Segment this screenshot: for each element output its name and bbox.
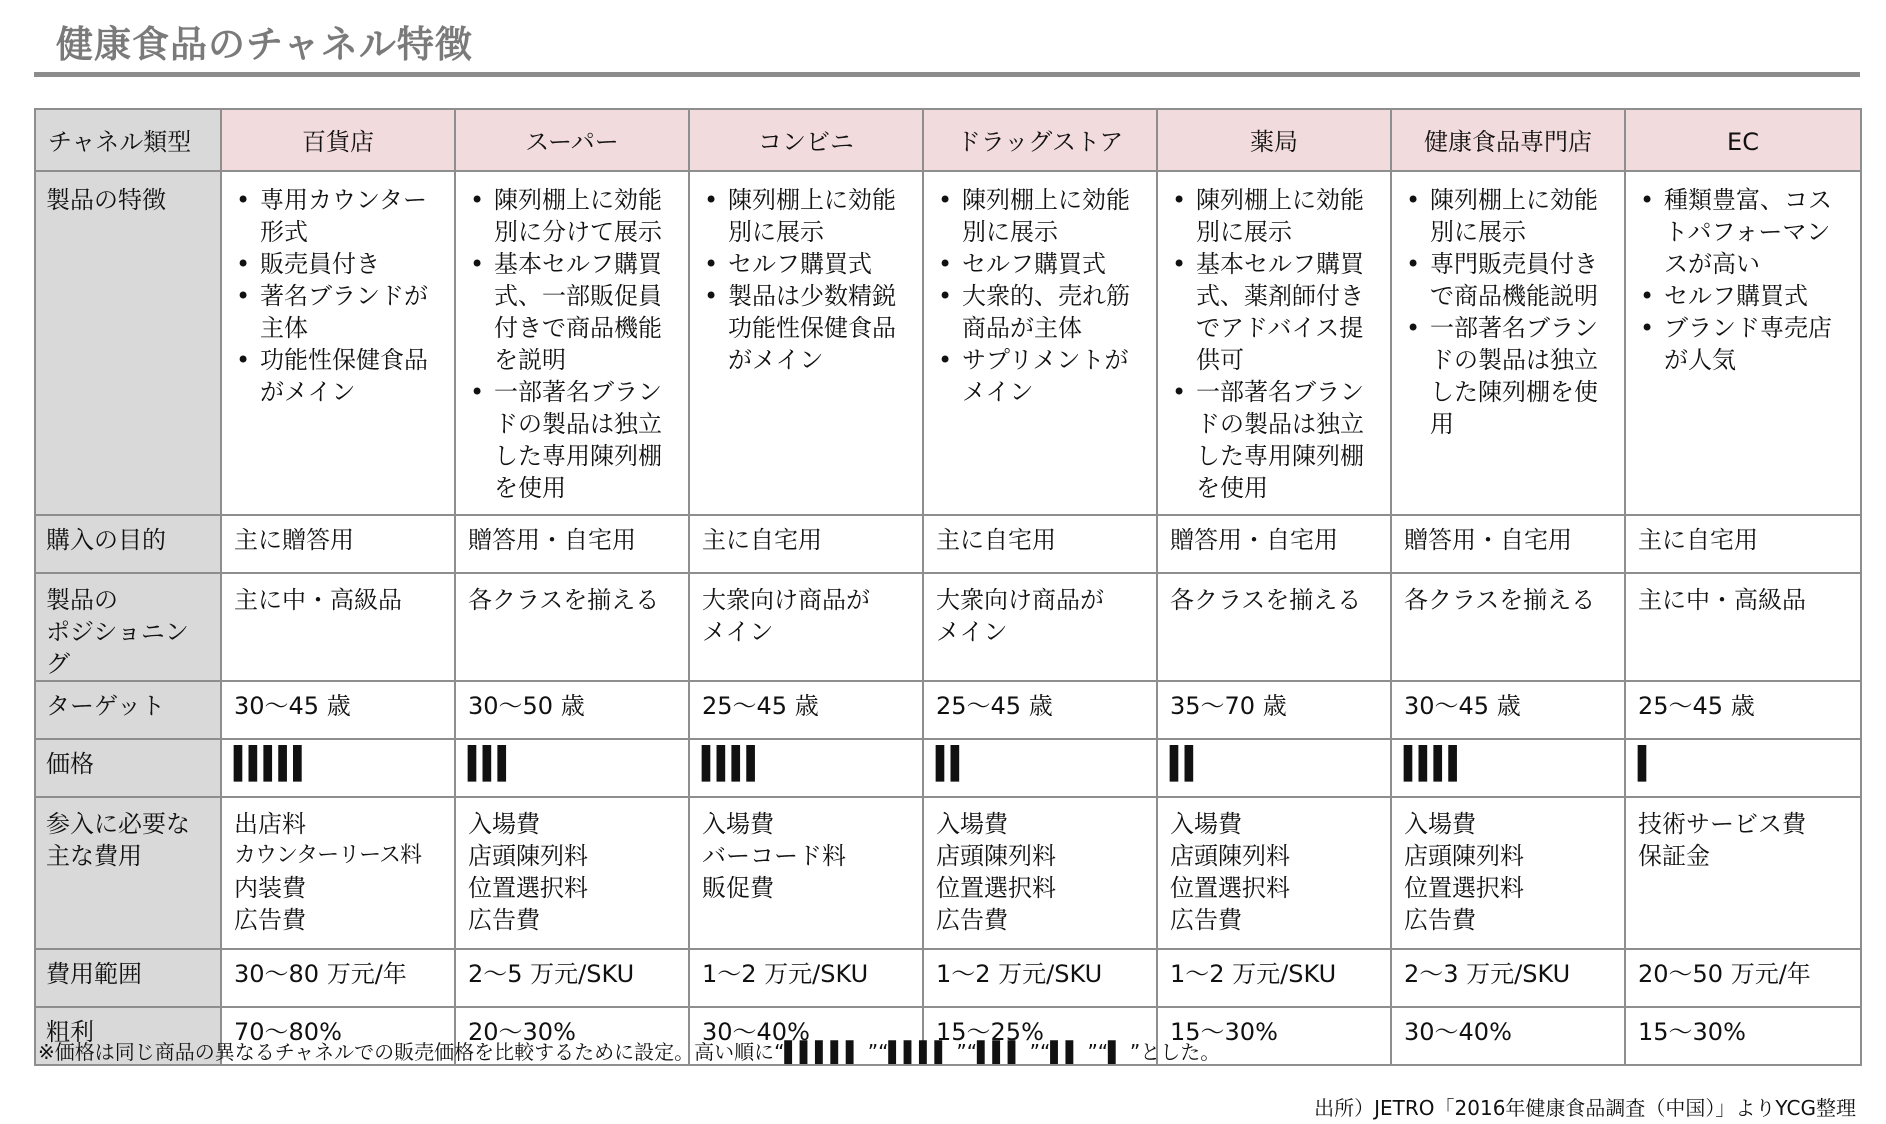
feature-item: • 種類豊富、コストパフォーマンスが高い (1664, 184, 1848, 280)
feature-item: • 功能性保健食品がメイン (260, 344, 442, 408)
channel-header: コンビニ (689, 109, 923, 171)
cost-item: 広告費 (234, 906, 306, 934)
purpose-cell: 主に自宅用 (1625, 515, 1861, 573)
target-cell: 30～50 歳 (455, 681, 689, 739)
positioning-cell: 各クラスを揃える (455, 573, 689, 681)
purpose-cell: 贈答用・自宅用 (1157, 515, 1391, 573)
cost-range-cell: 1～2 万元/SKU (1157, 949, 1391, 1007)
features-cell (1625, 171, 1861, 515)
table-row-features (35, 171, 1861, 515)
features-cell (923, 171, 1157, 515)
cost-item: 位置選択料 (1404, 874, 1524, 902)
price-level-bars: ▌▌ (1170, 745, 1200, 782)
purpose-cell: 主に自宅用 (923, 515, 1157, 573)
costs-cell (1157, 797, 1391, 949)
cost-item: カウンターリース料 (234, 843, 422, 868)
price-level-bars: ▌▌▌▌ (1404, 745, 1464, 782)
cost-item: 内装費 (234, 874, 306, 902)
positioning-cell: 各クラスを揃える (1391, 573, 1625, 681)
costs-cell (1391, 797, 1625, 949)
cost-item: 入場費 (1170, 810, 1242, 838)
positioning-cell: 各クラスを揃える (1157, 573, 1391, 681)
channel-header: 百貨店 (221, 109, 455, 171)
feature-item: • 製品は少数精鋭功能性保健食品がメイン (728, 280, 910, 376)
cost-range-cell: 1～2 万元/SKU (923, 949, 1157, 1007)
margin-cell: 15～30% (1625, 1007, 1861, 1065)
cost-item: 出店料 (234, 810, 306, 838)
page-title: 健康食品のチャネル特徴 (56, 23, 473, 66)
target-cell: 25～45 歳 (923, 681, 1157, 739)
cost-item: 位置選択料 (936, 874, 1056, 902)
feature-item: • 著名ブランドが主体 (260, 280, 442, 344)
cost-range-cell: 30～80 万元/年 (221, 949, 455, 1007)
feature-item: • 大衆的、売れ筋商品が主体 (962, 280, 1144, 344)
features-cell (1157, 171, 1391, 515)
price-cell (1391, 739, 1625, 797)
cost-item: 販促費 (702, 874, 774, 902)
margin-cell: 15～30% (1157, 1007, 1391, 1065)
purpose-cell: 主に自宅用 (689, 515, 923, 573)
target-cell: 30～45 歳 (1391, 681, 1625, 739)
feature-item: • 陳列棚上に効能別に展示 (1430, 184, 1612, 248)
table-row-price (35, 739, 1861, 797)
feature-item: • 専用カウンター形式 (260, 184, 442, 248)
price-level-bars: ▌▌▌▌ (702, 745, 762, 782)
feature-item: • ブランド専売店が人気 (1664, 312, 1848, 376)
cost-item: 入場費 (468, 810, 540, 838)
table-row-purpose (35, 515, 1861, 573)
feature-item: • 一部著名ブランドの製品は独立した陳列棚を使用 (1430, 312, 1612, 440)
margin-cell: 20～30% (455, 1007, 689, 1065)
feature-item: • 基本セルフ購買式、一部販促員付きで商品機能を説明 (494, 248, 676, 376)
table-row-target (35, 681, 1861, 739)
row-label: 製品の特徴 (35, 171, 221, 515)
features-cell (1391, 171, 1625, 515)
cost-item: 広告費 (1404, 906, 1476, 934)
cost-item: 広告費 (936, 906, 1008, 934)
price-cell (689, 739, 923, 797)
cost-item: 入場費 (1404, 810, 1476, 838)
price-cell (455, 739, 689, 797)
margin-cell: 15～25% (923, 1007, 1157, 1065)
row-label: 購入の目的 (35, 515, 221, 573)
features-cell (221, 171, 455, 515)
costs-cell (221, 797, 455, 949)
row-label: 参入に必要な 主な費用 (35, 797, 221, 949)
corner-header: チャネル類型 (35, 109, 221, 171)
channel-header: 薬局 (1157, 109, 1391, 171)
cost-item: バーコード料 (702, 842, 846, 870)
channel-header: ドラッグストア (923, 109, 1157, 171)
price-level-bars: ▌▌▌▌▌ (234, 745, 309, 782)
feature-item: • サプリメントがメイン (962, 344, 1144, 408)
feature-item: • セルフ購買式 (962, 248, 1144, 280)
feature-item: • 基本セルフ購買式、薬剤師付きでアドバイス提供可 (1196, 248, 1378, 376)
cost-range-cell: 20～50 万元/年 (1625, 949, 1861, 1007)
cost-item: 店頭陳列料 (1404, 842, 1524, 870)
row-label: ターゲット (35, 681, 221, 739)
target-cell: 25～45 歳 (689, 681, 923, 739)
channel-header: スーパー (455, 109, 689, 171)
feature-item: • 専門販売員付きで商品機能説明 (1430, 248, 1612, 312)
costs-cell (923, 797, 1157, 949)
positioning-cell: 大衆向け商品が メイン (923, 573, 1157, 681)
cost-item: 店頭陳列料 (1170, 842, 1290, 870)
positioning-cell: 主に中・高級品 (1625, 573, 1861, 681)
cost-item: 店頭陳列料 (936, 842, 1056, 870)
features-cell (455, 171, 689, 515)
positioning-cell: 大衆向け商品が メイン (689, 573, 923, 681)
price-level-bars: ▌▌ (936, 745, 966, 782)
target-cell: 35～70 歳 (1157, 681, 1391, 739)
row-label: 価格 (35, 739, 221, 797)
margin-cell: 30～40% (689, 1007, 923, 1065)
table-row-entry-costs (35, 797, 1861, 949)
cost-item: 技術サービス費 (1638, 810, 1806, 838)
feature-item: • 陳列棚上に効能別に展示 (962, 184, 1144, 248)
row-label: 費用範囲 (35, 949, 221, 1007)
cost-item: 位置選択料 (468, 874, 588, 902)
feature-item: • 陳列棚上に効能別に分けて展示 (494, 184, 676, 248)
table-row-cost-range (35, 949, 1861, 1007)
price-cell (1625, 739, 1861, 797)
cost-range-cell: 2～5 万元/SKU (455, 949, 689, 1007)
cost-item: 広告費 (468, 906, 540, 934)
purpose-cell: 贈答用・自宅用 (1391, 515, 1625, 573)
price-cell (1157, 739, 1391, 797)
cost-item: 広告費 (1170, 906, 1242, 934)
target-cell: 30～45 歳 (221, 681, 455, 739)
price-level-bars: ▌▌▌ (468, 745, 513, 782)
row-label: 製品の ポジショニング (35, 573, 221, 681)
table-row-positioning (35, 573, 1861, 681)
channel-header: EC (1625, 109, 1861, 171)
margin-cell: 70～80% (221, 1007, 455, 1065)
feature-item: • セルフ購買式 (728, 248, 910, 280)
feature-item: • 陳列棚上に効能別に展示 (1196, 184, 1378, 248)
target-cell: 25～45 歳 (1625, 681, 1861, 739)
price-cell (923, 739, 1157, 797)
features-cell (689, 171, 923, 515)
row-label: 粗利 (35, 1007, 221, 1065)
cost-item: 保証金 (1638, 842, 1710, 870)
feature-item: • 一部著名ブランドの製品は独立した専用陳列棚を使用 (494, 376, 676, 504)
channel-comparison-table (34, 108, 1862, 1066)
price-level-bars: ▌ (1638, 745, 1653, 782)
margin-cell: 30～40% (1391, 1007, 1625, 1065)
costs-cell (689, 797, 923, 949)
price-cell (221, 739, 455, 797)
price-footnote: ※価格は同じ商品の異なるチャネルでの販売価格を比較するために設定。高い順に“▌▌▌▌▌ ”“▌▌▌▌ ”“▌▌▌ ”“▌▌ ”“▌ ”とした。 (38, 1040, 1221, 1064)
cost-item: 入場費 (936, 810, 1008, 838)
purpose-cell: 主に贈答用 (221, 515, 455, 573)
feature-item: • 販売員付き (260, 248, 442, 280)
feature-item: • セルフ購買式 (1664, 280, 1848, 312)
channel-header: 健康食品専門店 (1391, 109, 1625, 171)
source-citation: 出所）JETRO「2016年健康食品調査（中国）」よりYCG整理 (1314, 1096, 1856, 1120)
costs-cell (455, 797, 689, 949)
cost-item: 入場費 (702, 810, 774, 838)
cost-range-cell: 1～2 万元/SKU (689, 949, 923, 1007)
feature-item: • 陳列棚上に効能別に展示 (728, 184, 910, 248)
costs-cell (1625, 797, 1861, 949)
header-row (35, 109, 1861, 171)
positioning-cell: 主に中・高級品 (221, 573, 455, 681)
purpose-cell: 贈答用・自宅用 (455, 515, 689, 573)
cost-item: 店頭陳列料 (468, 842, 588, 870)
cost-item: 位置選択料 (1170, 874, 1290, 902)
cost-range-cell: 2～3 万元/SKU (1391, 949, 1625, 1007)
title-divider (34, 72, 1860, 77)
feature-item: • 一部著名ブランドの製品は独立した専用陳列棚を使用 (1196, 376, 1378, 504)
